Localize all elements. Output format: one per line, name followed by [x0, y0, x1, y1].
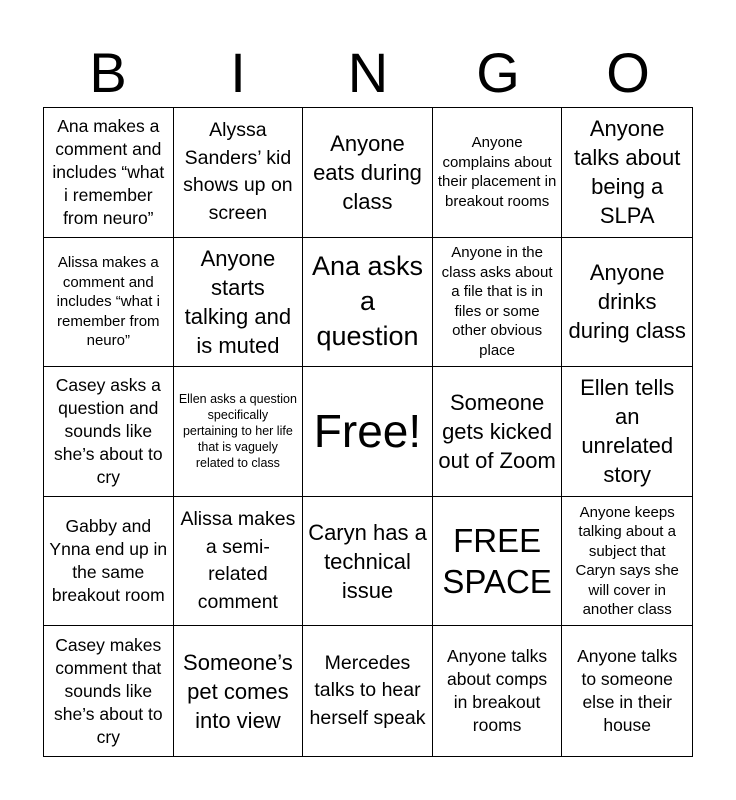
bingo-cell[interactable]	[44, 108, 174, 238]
cell-text: Anyone talks about being a SLPA	[573, 116, 681, 229]
cell-text: Ellen tells an unrelated story	[580, 375, 675, 488]
bingo-cell[interactable]	[44, 497, 174, 627]
header-letter-i: I	[230, 41, 246, 104]
bingo-cell[interactable]	[303, 238, 433, 368]
bingo-cell[interactable]	[303, 497, 433, 627]
free-space-cell[interactable]	[433, 497, 563, 627]
bingo-cell[interactable]	[174, 626, 304, 756]
bingo-cell[interactable]	[303, 108, 433, 238]
bingo-cell[interactable]	[174, 367, 304, 497]
bingo-cell[interactable]	[174, 497, 304, 627]
cell-text: Casey makes comment that sounds like she’s about to cry	[53, 634, 163, 747]
bingo-cell[interactable]	[44, 367, 174, 497]
cell-text: Mercedes talks to hear herself speak	[309, 651, 426, 729]
header-letter-g: G	[476, 41, 520, 104]
cell-text: Ana asks a question	[311, 251, 424, 352]
bingo-cell[interactable]	[303, 626, 433, 756]
cell-text: Anyone starts talking and is muted	[184, 245, 292, 358]
cell-text: Gabby and Ynna end up in the same breakout room	[49, 516, 168, 606]
bingo-header	[43, 40, 693, 106]
bingo-cell[interactable]	[433, 108, 563, 238]
bingo-cell[interactable]	[433, 367, 563, 497]
header-letter-n: N	[347, 41, 389, 104]
bingo-cell[interactable]	[44, 626, 174, 756]
cell-text: Someone’s pet comes into view	[183, 649, 293, 733]
free-cell[interactable]	[303, 367, 433, 497]
cell-text: Ana makes a comment and includes “what i remember from neuro”	[52, 115, 165, 228]
bingo-card	[43, 107, 693, 757]
header-letter-b: B	[89, 41, 127, 104]
cell-text: Anyone eats during class	[313, 130, 422, 214]
bingo-cell[interactable]	[562, 238, 692, 368]
bingo-cell[interactable]	[562, 108, 692, 238]
bingo-cell[interactable]	[174, 238, 304, 368]
cell-text: Caryn has a technical issue	[308, 519, 427, 603]
cell-text: Anyone keeps talking about a subject that Caryn says she will cover in another class	[575, 503, 679, 619]
bingo-cell[interactable]	[44, 238, 174, 368]
cell-text: Anyone talks to someone else in their house	[577, 646, 678, 736]
cell-text: Casey asks a question and sounds like she’s about to cry	[53, 374, 163, 487]
cell-text: Anyone in the class asks about a file that is in files or some other obvious place	[441, 244, 553, 359]
cell-text: FREE SPACE	[442, 522, 552, 601]
bingo-cell[interactable]	[433, 238, 563, 368]
cell-text: Anyone talks about comps in breakout rooms	[446, 646, 548, 736]
cell-text: Anyone complains about their placement in breakout rooms	[437, 134, 557, 210]
cell-text: Ellen asks a question specifically pertaining to her life that is vaguely related to class	[178, 392, 297, 471]
cell-text: Alyssa Sanders’ kid shows up on screen	[183, 119, 293, 224]
cell-text: Alissa makes a semi-related comment	[180, 508, 296, 613]
header-letter-o: O	[606, 41, 650, 104]
bingo-cell[interactable]	[174, 108, 304, 238]
bingo-cell[interactable]	[562, 367, 692, 497]
cell-text: Anyone drinks during class	[568, 260, 686, 344]
bingo-cell[interactable]	[433, 626, 563, 756]
bingo-cell[interactable]	[562, 626, 692, 756]
bingo-cell[interactable]	[562, 497, 692, 627]
cell-text: Free!	[313, 405, 422, 458]
cell-text: Someone gets kicked out of Zoom	[438, 389, 556, 473]
cell-text: Alissa makes a comment and includes “what i remember from neuro”	[56, 254, 160, 350]
